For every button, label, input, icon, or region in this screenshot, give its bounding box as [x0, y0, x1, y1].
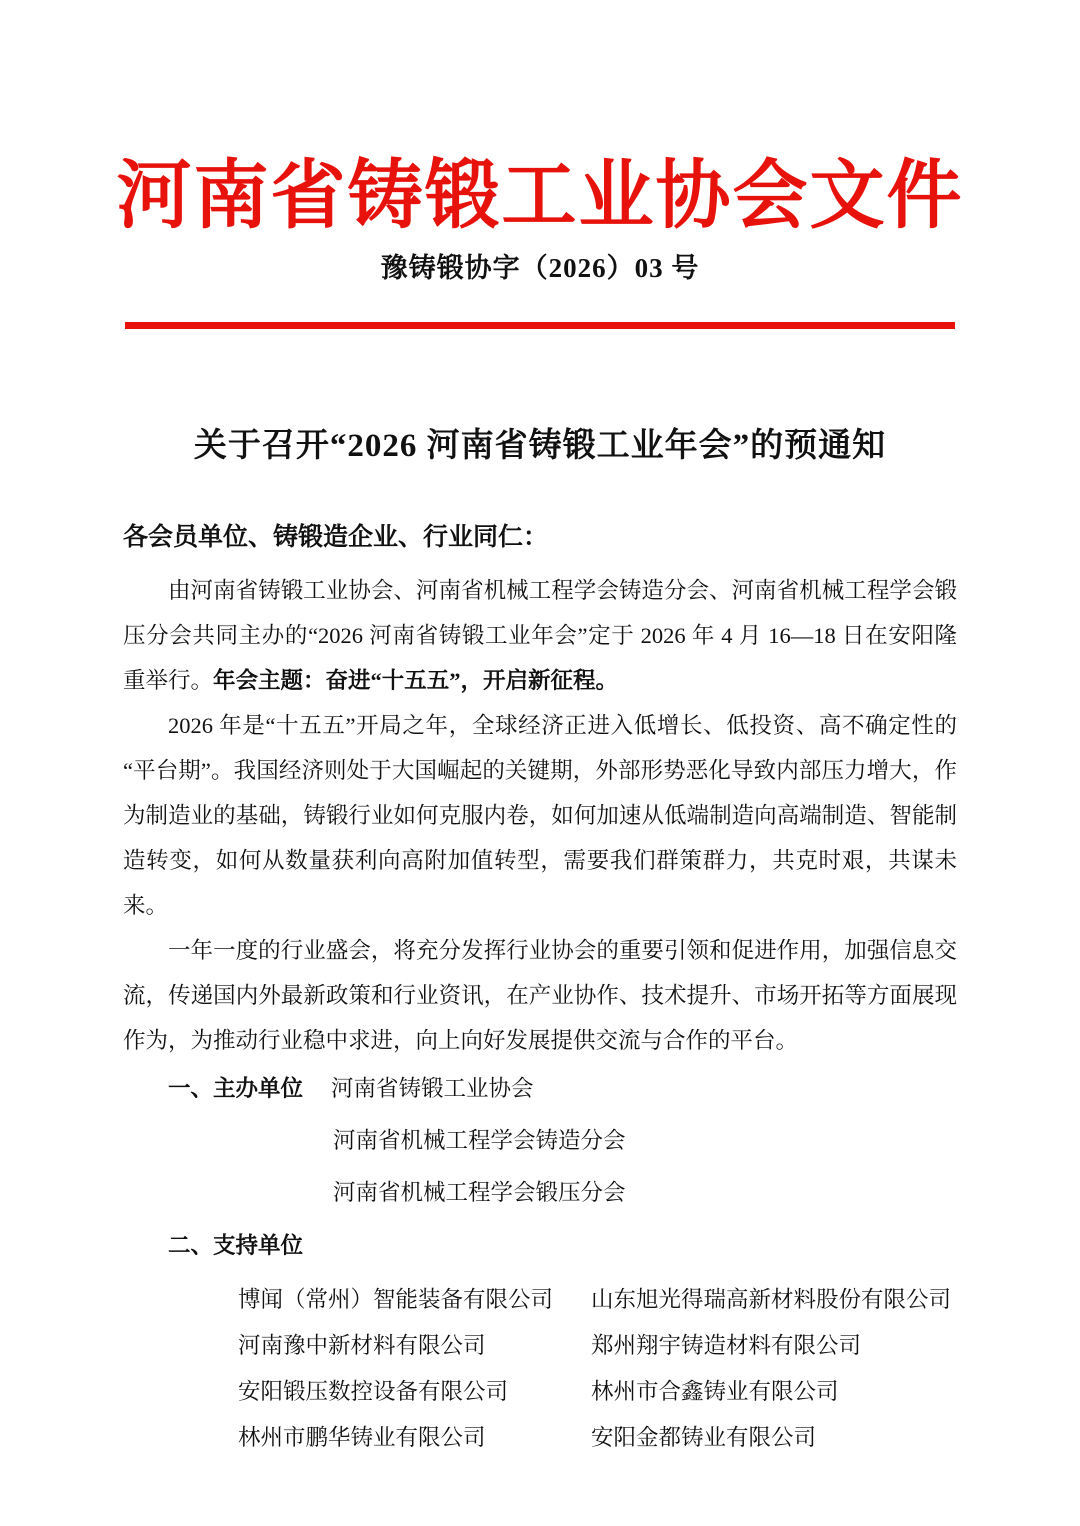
body-paragraph-1 — [123, 568, 957, 703]
body-paragraph-3: 一年一度的行业盛会，将充分发挥行业协会的重要引领和促进作用，加强信息交流，传递国内外最新政策和行业资讯，在产业协作、技术提升、市场开拓等方面展现作为，为推动行业稳中求进，向上向好发展提供交流与合作的平台。 — [123, 938, 957, 1053]
supporter-item: 林州市鹏华铸业有限公司 — [238, 1425, 486, 1450]
organizer-item: 河南省铸锻工业协会 — [331, 1076, 534, 1101]
organizer-item: 河南省机械工程学会锻压分会 — [333, 1180, 626, 1205]
supporter-item: 郑州翔宇铸造材料有限公司 — [591, 1333, 862, 1358]
paragraph-1-text: 由河南省铸锻工业协会、河南省机械工程学会铸造分会、河南省机械工程学会锻压分会共同主办的“2026 河南省铸锻工业年会”定于 2026 年 4 月 16—18 日在安阳隆重举行。 — [123, 578, 957, 693]
document-body — [123, 518, 957, 1461]
notice-title: 关于召开“2026 河南省铸锻工业年会”的预通知 — [193, 428, 887, 464]
body-paragraph-2: 2026 年是“十五五”开局之年，全球经济正进入低增长、低投资、高不确定性的“平台期”。我国经济则处于大国崛起的关键期，外部形势恶化导致内部压力增大，作为制造业的基础，铸锻行业如何克服内卷，如何加速从低端制造向高端制造、智能制造转变，如何从数量获利向高附加值转型，需要我们群策群力，共克时艰，共谋未来。 — [123, 713, 957, 918]
supporters-list — [238, 1277, 957, 1461]
paragraph-1-theme-bold: 年会主题：奋进“十五五”，开启新征程。 — [213, 668, 619, 693]
document-header-title: 河南省铸锻工业协会文件 — [116, 155, 964, 238]
document-number: 豫铸锻协字（2026）03 号 — [380, 253, 700, 283]
supporter-item: 博闻（常州）智能装备有限公司 — [238, 1287, 554, 1312]
organizer-item: 河南省机械工程学会铸造分会 — [333, 1128, 626, 1153]
section-heading-organizers: 一、主办单位 — [168, 1076, 304, 1101]
supporter-item: 安阳锻压数控设备有限公司 — [238, 1379, 509, 1404]
section-heading-supporters: 二、支持单位 — [168, 1233, 304, 1258]
supporter-item: 安阳金都铸业有限公司 — [591, 1425, 817, 1450]
supporter-item: 河南豫中新材料有限公司 — [238, 1333, 486, 1358]
salutation: 各会员单位、铸锻造企业、行业同仁： — [123, 524, 549, 551]
organizers-row — [123, 1063, 957, 1115]
supporter-item: 山东旭光得瑞高新材料股份有限公司 — [591, 1287, 952, 1312]
supporter-item: 林州市合鑫铸业有限公司 — [591, 1379, 839, 1404]
header-divider-rule — [125, 322, 955, 329]
